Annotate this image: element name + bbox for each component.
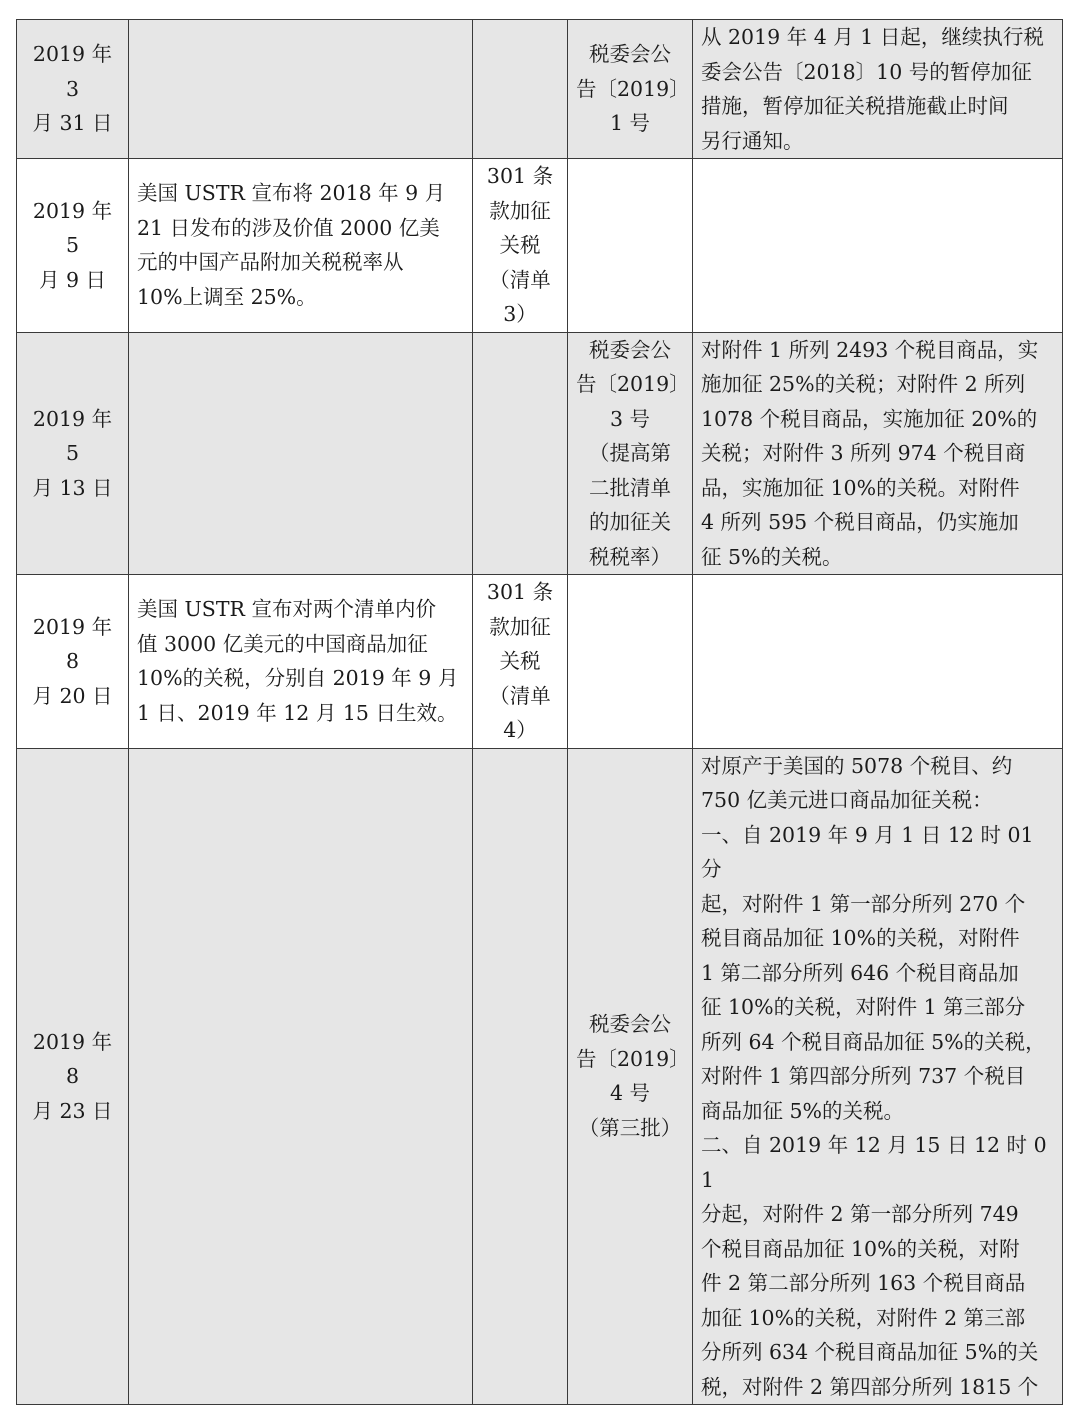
table-row <box>17 20 1063 159</box>
us-action-cell: 美国 USTR 宣布将 2018 年 9 月 21 日发布的涉及价值 2000 亿美 元的中国产品附加关税税率从 10%上调至 25%。 <box>129 159 473 333</box>
cn-doc-cell <box>568 159 693 333</box>
table-row <box>17 575 1063 749</box>
date-cell: 2019 年 3 月 31 日 <box>17 20 129 159</box>
cn-doc-cell <box>568 575 693 749</box>
us-action-cell <box>129 332 473 575</box>
table-row <box>17 748 1063 1405</box>
us-type-cell <box>473 20 568 159</box>
table-row <box>17 159 1063 333</box>
cn-action-cell: 对附件 1 所列 2493 个税目商品，实 施加征 25%的关税；对附件 2 所列 1078 个税目商品，实施加征 20%的 关税；对附件 3 所列 974 个税目商 品，实施加征 10%的关税。对附件 4 所列 595 个税目商品，仍实施加 征 5%的关税。 <box>693 332 1063 575</box>
cn-action-cell <box>693 575 1063 749</box>
us-type-cell <box>473 748 568 1405</box>
cn-doc-cell: 税委会公 告〔2019〕 4 号 （第三批） <box>568 748 693 1405</box>
tariff-timeline-table <box>16 19 1063 1405</box>
us-action-cell <box>129 748 473 1405</box>
cn-action-cell: 从 2019 年 4 月 1 日起，继续执行税 委会公告〔2018〕10 号的暂停加征 措施，暂停加征关税措施截止时间 另行通知。 <box>693 20 1063 159</box>
date-cell: 2019 年 8 月 20 日 <box>17 575 129 749</box>
table-row <box>17 332 1063 575</box>
date-cell: 2019 年 5 月 9 日 <box>17 159 129 333</box>
cn-action-cell: 对原产于美国的 5078 个税目、约 750 亿美元进口商品加征关税： 一、自 2019 年 9 月 1 日 12 时 01 分 起，对附件 1 第一部分所列 270 个 税目商品加征 10%的关税，对附件 1 第二部分所列 646 个税目商品加 征 10%的关税，对附件 1 第三部分 所列 64 个税目商品加征 5%的关税， 对附件 1 第四部分所列 737 个税目 商品加征 5%的关税。 二、自 2019 年 12 月 15 日 12 时 01 分起，对附件 2 第一部分所列 749 个税目商品加征 10%的关税，对附 件 2 第二部分所列 163 个税目商品 加征 10%的关税，对附件 2 第三部 分所列 634 个税目商品加征 5%的关 税，对附件 2 第四部分所列 1815 个 <box>693 748 1063 1405</box>
date-cell: 2019 年 5 月 13 日 <box>17 332 129 575</box>
us-type-cell <box>473 332 568 575</box>
cn-doc-cell: 税委会公 告〔2019〕 1 号 <box>568 20 693 159</box>
cn-doc-cell: 税委会公 告〔2019〕 3 号 （提高第 二批清单 的加征关 税税率） <box>568 332 693 575</box>
date-cell: 2019 年 8 月 23 日 <box>17 748 129 1405</box>
us-action-cell: 美国 USTR 宣布对两个清单内价 值 3000 亿美元的中国商品加征 10%的关税，分别自 2019 年 9 月 1 日、2019 年 12 月 15 日生效。 <box>129 575 473 749</box>
us-type-cell: 301 条 款加征 关税 （清单 3） <box>473 159 568 333</box>
us-action-cell <box>129 20 473 159</box>
us-type-cell: 301 条 款加征 关税 （清单 4） <box>473 575 568 749</box>
cn-action-cell <box>693 159 1063 333</box>
